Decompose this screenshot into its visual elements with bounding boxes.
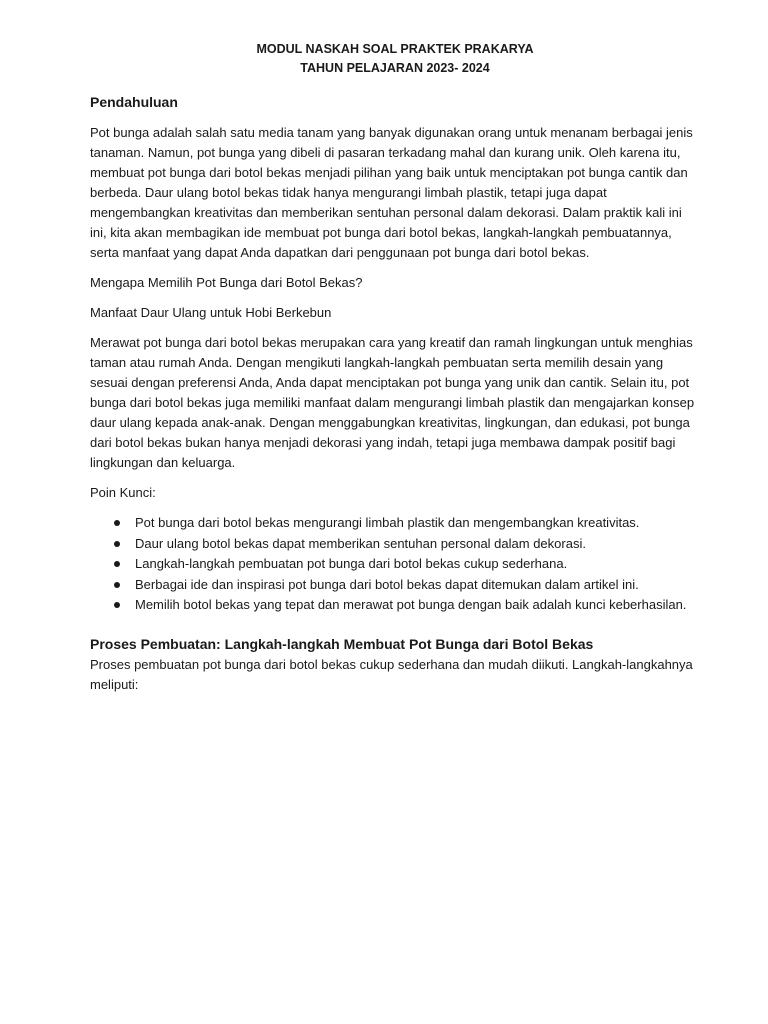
document-title-line-2: TAHUN PELAJARAN 2023- 2024 (300, 61, 490, 75)
key-points-label: Poin Kunci: (90, 485, 156, 500)
why-line: Mengapa Memilih Pot Bunga dari Botol Bekas? (90, 275, 363, 290)
process-heading: Proses Pembuatan: Langkah-langkah Membuat Pot Bunga dari Botol Bekas (90, 635, 594, 652)
key-points-list (90, 513, 700, 616)
key-point-text: Pot bunga dari botol bekas mengurangi limbah plastik dan mengembangkan kreativitas. (135, 515, 640, 530)
key-point-text: Berbagai ide dan inspirasi pot bunga dari botol bekas dapat ditemukan dalam artikel ini. (135, 576, 639, 592)
list-item (90, 513, 700, 534)
process-paragraph: Proses pembuatan pot bunga dari botol bekas cukup sederhana dan mudah diikuti. Langkah-langkahnya meliputi: (90, 656, 693, 692)
bullet-icon (114, 561, 120, 567)
list-item (90, 595, 700, 616)
benefit-paragraph: Merawat pot bunga dari botol bekas merupakan cara yang kreatif dan ramah lingkungan untuk menghias taman atau rumah Anda. Dengan mengikuti langkah-langkah pembuatan serta memilih desain yang sesuai dengan preferensi Anda, Anda dapat menciptakan pot bunga yang unik dan cantik. Selain itu, pot bunga dari botol bekas juga memiliki manfaat dalam mengurangi limbah plastik dan mengajarkan konsep daur ulang kepada anak-anak. Dengan menggabungkan kreativitas, lingkungan, dan edukasi, pot bunga dari botol bekas bukan hanya menjadi dekorasi yang indah, tetapi juga membawa dampak positif bagi lingkungan dan keluarga. (90, 335, 695, 470)
key-point-text: Langkah-langkah pembuatan pot bunga dari botol bekas cukup sederhana. (135, 556, 568, 571)
intro-heading: Pendahuluan (90, 94, 178, 110)
list-item (90, 554, 700, 575)
bullet-icon (114, 602, 120, 608)
key-point-text: Memilih botol bekas yang tepat dan merawat pot bunga dengan baik adalah kunci keberhasilan. (135, 597, 687, 612)
list-item (90, 534, 700, 555)
document-title-line-1: MODUL NASKAH SOAL PRAKTEK PRAKARYA (256, 42, 534, 56)
document-page (90, 40, 700, 705)
benefit-line: Manfaat Daur Ulang untuk Hobi Berkebun (90, 305, 332, 320)
list-item (90, 575, 700, 596)
bullet-icon (114, 541, 120, 547)
intro-paragraph: Pot bunga adalah salah satu media tanam yang banyak digunakan orang untuk menanam berbagai jenis tanaman. Namun, pot bunga yang dibeli di pasaran terkadang mahal dan kurang unik. Oleh karena itu, membuat pot bunga dari botol bekas menjadi pilihan yang baik untuk menciptakan pot bunga cantik dan berbeda. Daur ulang botol bekas tidak hanya mengurangi limbah plastik, tetapi juga dapat mengembangkan kreativitas dan memberikan sentuhan personal dalam dekorasi. Dalam praktik kali ini ini, kita akan membagikan ide membuat pot bunga dari botol bekas, langkah-langkah pembuatannya, serta manfaat yang dapat Anda dapatkan dari penggunaan pot bunga dari botol bekas. (90, 125, 693, 260)
bullet-icon (114, 582, 120, 588)
bullet-icon (114, 520, 120, 526)
key-point-text: Daur ulang botol bekas dapat memberikan sentuhan personal dalam dekorasi. (135, 535, 586, 551)
